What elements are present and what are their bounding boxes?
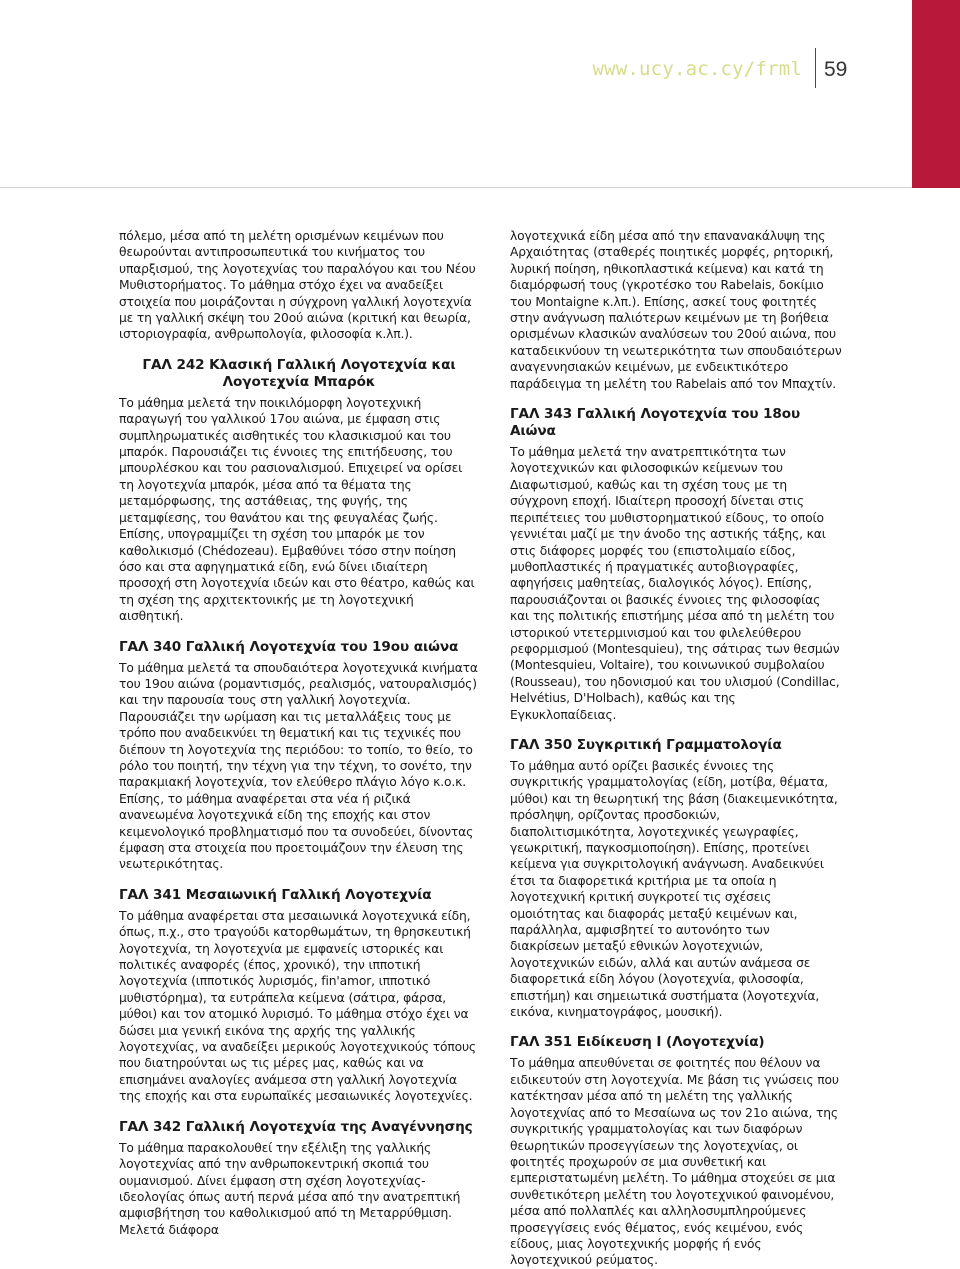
course-body-gal-342: Το μάθημα παρακολουθεί την εξέλιξη της γαλλικής λογοτεχνίας από την ανθρωποκεντρική σκοπιά του ουμανισμού. Δίνει έμφαση στη σχέση λογοτεχνίας-ιδεολογίας όπως αυτή περνά μέσα από την ανατρεπτική αμφισβήτηση του καθολικισμού από τη Μεταρρύθμιση. Μελετά διάφορα: [119, 1140, 461, 1237]
course-body-gal-340: Το μάθημα μελετά τα σπουδαιότερα λογοτεχνικά κινήματα του 19ου αιώνα (ρομαντισμός, ρεαλισμός, νατουραλισμός) και την παρουσία τους στη γαλλική λογοτεχνία. Παρουσιάζει την ωρίμαση και τις μεταλλάξεις τους με τρόπο που αναδεικνύει τη θεματική και τις τεχνικές που διέπουν τη λογοτεχνία της περιόδου: το τοπίο, το θείο, το ρόλο του ποιητή, την τέχνη για την τέχνη, το σονέτο, την παρακμιακή λογοτεχνία, τον ελεύθερο πλάγιο λόγο κ.ο.κ. Επίσης, το μάθημα αναφέρεται στα νέα ή ριζικά ανανεωμένα λογοτεχνικά είδη της εποχής και στον κειμενολογικό προβληματισμό που τα συνοδεύει, δίνοντας έμφαση στα στοιχεία που προετοιμάζουν την έλευση της νεωτερικότητας.: [119, 660, 478, 872]
left-column: [119, 228, 479, 1238]
course-title-gal-340: ΓΑΛ 340 Γαλλική Λογοτεχνία του 19ου αιώνα: [119, 638, 459, 655]
course-body-gal-350: Το μάθημα αυτό ορίζει βασικές έννοιες της συγκριτικής γραμματολογίας (είδη, μοτίβα, θέματα, μύθοι) και τη θεωρητική της βάση (διακειμενικότητα, πρόσληψη, ορίζοντας προσδοκιών, διαπολιτισμικότητα, λογοτεχνικές γεωγραφίες, γεωκριτική, παγκοσμιοποίηση). Επίσης, προτείνει κείμενα για συγκριτολογική ανάγνωση. Αναδεικνύει έτσι τα διαφορετικά κριτήρια με τα οποία η λογοτεχνική κριτική συγκροτεί τις σχέσεις ομοιότητας και διαφοράς μεταξύ κειμένων και, παράλληλα, αμφισβητεί το αυτονόητο των διακρίσεων μεταξύ εθνικών λογοτεχνιών, λογοτεχνικών ειδών, αλλά και αυτών ανάμεσα σε διαφορετικά είδη λόγου (λογοτεχνία, φιλοσοφία, επιστήμη) και σημειωτικά συστήματα (λογοτεχνία, εικόνα, κινηματογράφος, μουσική).: [510, 758, 838, 1020]
header-divider: [815, 48, 816, 88]
course-title-gal-342: ΓΑΛ 342 Γαλλική Λογοτεχνία της Αναγέννησης: [119, 1118, 473, 1135]
course-body-gal-351: Το μάθημα απευθύνεται σε φοιτητές που θέλουν να ειδικευτούν στη λογοτεχνία. Με βάση τις γνώσεις που κατέκτησαν μέσα από τη μελέτη της γαλλικής λογοτεχνίας από το Μεσαίωνα ως τον 21ο αιώνα, της συγκριτικής γραμματολογίας και των διαφόρων θεωρητικών προσεγγίσεων της λογοτεχνίας, οι φοιτητές προχωρούν σε μια συνθετική και εμπεριστατωμένη μελέτη. Το μάθημα στοχεύει σε μια συνθετικότερη μελέτη του λογοτεχνικού φαινομένου, μέσα από πολλαπλές και αλληλοσυμπληρούμενες προσεγγίσεις ενός θέματος, ενός κειμένου, ενός είδους, μιας λογοτεχνικής μορφής ή ενός λογοτεχνικού ρεύματος.: [510, 1056, 839, 1268]
right-column: [510, 228, 842, 1269]
course-title-gal-350: ΓΑΛ 350 Συγκριτική Γραμματολογία: [510, 736, 782, 753]
page-number: 59: [824, 58, 848, 81]
course-title-gal-351: ΓΑΛ 351 Ειδίκευση Ι (Λογοτεχνία): [510, 1034, 765, 1051]
left-intro-paragraph: πόλεμο, μέσα από τη μελέτη ορισμένων κειμένων που θεωρούνται αντιπροσωπευτικά του κινήματος του υπαρξισμού, της λογοτεχνίας του παραλόγου και του Νέου Μυθιστορήματος. Το μάθημα στόχο έχει να αναδείξει στοιχεία που μοιράζονται η σύγχρονη γαλλική λογοτεχνία με τη γαλλική σκέψη του 20ού αιώνα (κριτική και θεωρία, ιστοριογραφία, ανθρωπολογία, φιλοσοφία κ.λπ.).: [119, 229, 476, 342]
course-title-gal-343: ΓΑΛ 343 Γαλλική Λογοτεχνία του 18ου Αιώνα: [510, 406, 801, 440]
right-intro-paragraph: λογοτεχνικά είδη μέσα από την επανανακάλυψη της Αρχαιότητας (σταθερές ποιητικές μορφές, ρητορική, λυρική ποίηση, ηθικοπλαστικά κείμενα) και κατά τη διαμόρφωσή τους (γκροτέσκο του Rabelais, δοκίμιο του Montaigne κ.λπ.). Επίσης, ασκεί τους φοιτητές στην ανάγνωση παλιότερων κειμένων με τη βοήθεια ορισμένων κλασικών αναλύσεων του 20ού αιώνα, που καταδεικνύουν τη νεωτερικότητα των σπουδαιότερων αναγεννησιακών κειμένων, με ενδεικτικότερο παράδειγμα τη μελέτη του Rabelais από τον Μπαχτίν.: [510, 229, 842, 391]
header-rule: [0, 187, 912, 188]
header-url[interactable]: www.ucy.ac.cy/frml: [592, 58, 802, 80]
course-title-gal-242: ΓΑΛ 242 Κλασική Γαλλική Λογοτεχνία και Λογοτεχνία Μπαρόκ: [142, 356, 456, 390]
course-body-gal-343: Το μάθημα μελετά την ανατρεπτικότητα των λογοτεχνικών και φιλοσοφικών κείμενων του Διαφωτισμού, καθώς και τη σχέση τους με τη σύγχρονη εποχή. Ιδιαίτερη προσοχή δίνεται στις περιπέτειες του μυθιστορηματικού είδους, το οποίο γεννιέται μαζί με την άνοδο της αστικής τάξης, και στις διάφορες μορφές του (επιστολιμαίο είδος, μυθοπλαστικές ή πραγματικές αυτοβιογραφίες, αφηγήσεις μαθητείας, διαλογικός λόγος). Επίσης, παρουσιάζονται οι βασικές έννοιες της φιλοσοφίας και της πολιτικής επιστήμης μέσα από τη μελέτη του ιστορικού ντετερμινισμού και του φιλελεύθερου ρεφορμισμού (Montesquieu), της σάτιρας των θεσμών (Montesquieu, Voltaire), του κοινωνικού συμβολαίου (Rousseau), του ηδονισμού και του υλισμού (Condillac, Helvétius, D'Holbach), καθώς και της Εγκυκλοπαίδειας.: [510, 445, 840, 722]
course-body-gal-341: Το μάθημα αναφέρεται στα μεσαιωνικά λογοτεχνικά είδη, όπως, π.χ., στο τραγούδι κατορθωμάτων, τη θρησκευτική λογοτεχνία, τη λογοτεχνία με εμφανείς ιστορικές και πολιτικές αναφορές (έπος, χρονικό), την ιπποτική λογοτεχνία (ιπποτικός λυρισμός, fin'amor, ιπποτικό μυθιστόρημα), τα ευτράπελα κείμενα (σάτιρα, φάρσα, μύθοι) και τον ατομικό λυρισμό. Το μάθημα στόχο έχει να δώσει μια γενική εικόνα της αρχής της γαλλικής λογοτεχνίας, να αναδείξει μερικούς λογοτεχνικούς τόπους που διατηρούνται ως τις μέρες μας, καθώς και να επισημάνει αναλογίες ανάμεσα στη γαλλική λογοτεχνία της εποχής και στα ευρωπαϊκές μεσαιωνικές λογοτεχνίες.: [119, 908, 476, 1104]
course-body-gal-242: Το μάθημα μελετά την ποικιλόμορφη λογοτεχνική παραγωγή του γαλλικού 17ου αιώνα, με έμφαση στις συμπληρωματικές αισθητικές του κλασικισμού και του μπαρόκ. Παρουσιάζει τις έννοιες της επιτήδευσης, του μπουρλέσκου και του ρασιοναλισμού. Επιχειρεί να ορίσει τη λογοτεχνία μπαρόκ, μέσα από τα θέματα της μεταμόρφωσης, της αστάθειας, της φυγής, της μεταμφίεσης, του θανάτου και της φευγαλέας ζωής. Επίσης, υπογραμμίζει τη σχέση του μπαρόκ με τον καθολικισμό (Chédozeau). Εμβαθύνει τόσο στην ποίηση όσο και στα αφηγηματικά είδη, ενώ δίνει ιδιαίτερη προσοχή στη λογοτεχνία ιδεών και στο θέατρο, καθώς και τη σχέση της αρχιτεκτονικής με τη λογοτεχνική αισθητική.: [119, 395, 475, 624]
page-header: [0, 0, 960, 190]
header-accent-band: [912, 0, 960, 188]
course-title-gal-341: ΓΑΛ 341 Μεσαιωνική Γαλλική Λογοτεχνία: [119, 886, 432, 903]
